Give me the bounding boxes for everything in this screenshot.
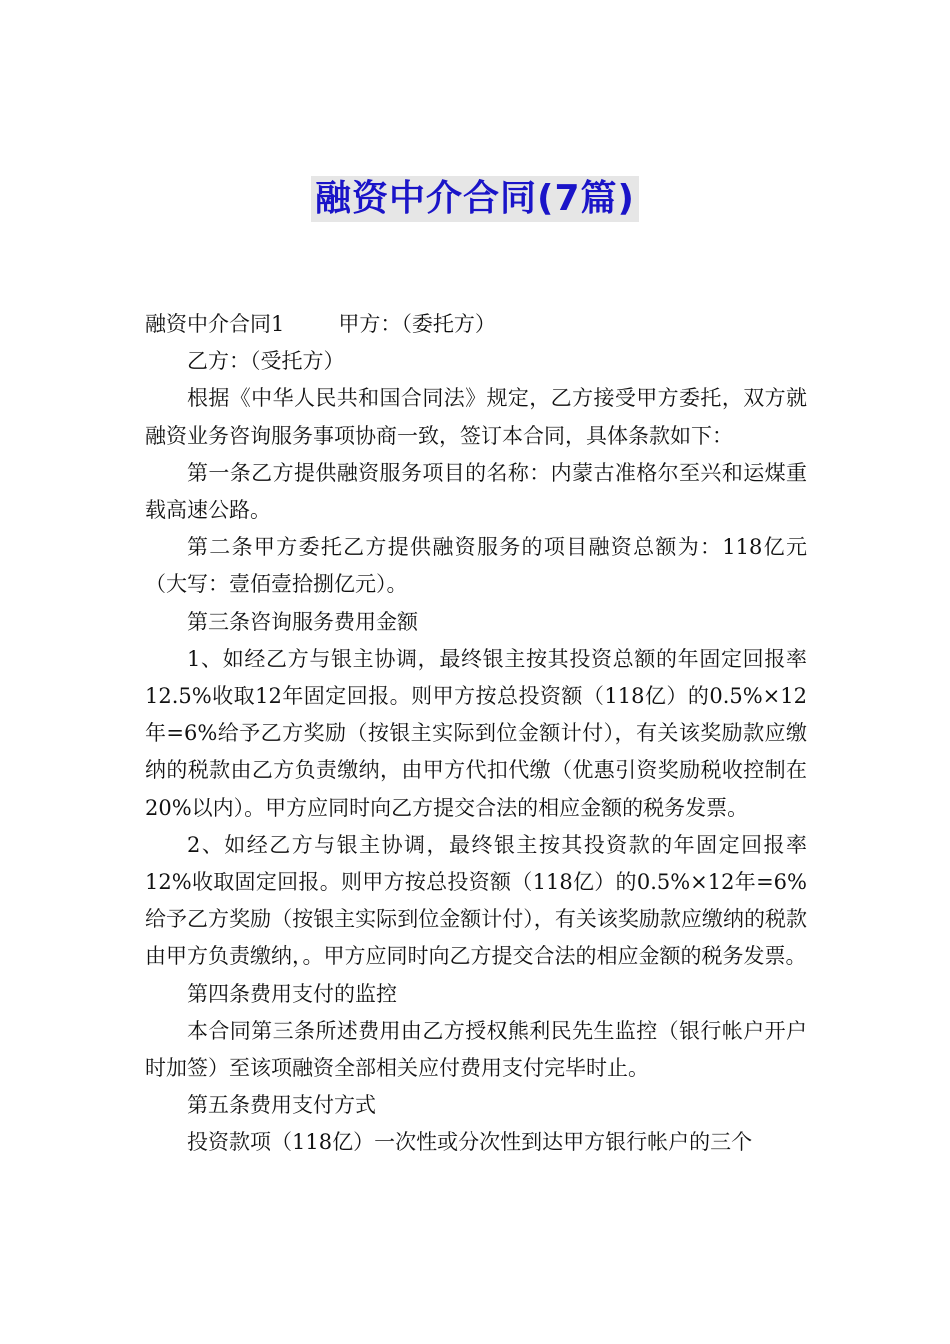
paragraph-article-5-body: 投资款项（118亿）一次性或分次性到达甲方银行帐户的三个 [187, 1130, 753, 1155]
first-line [145, 306, 807, 343]
paragraph-article-1: 第一条乙方提供融资服务项目的名称：内蒙古准格尔至兴和运煤重载高速公路。 [145, 460, 807, 523]
title-container [0, 176, 950, 222]
paragraph-article-3-item-2: 2、如经乙方与银主协调，最终银主按其投资款的年固定回报率12%收取固定回报。则甲方按总投资额（118亿）的0.5%×12年=6%给予乙方奖励（按银主实际到位金额计付），有关该奖励款应缴纳的税款由甲方负责缴纳，。甲方应同时向乙方提交合法的相应金额的税务发票。 [145, 832, 807, 969]
paragraph-article-3-item-1: 1、如经乙方与银主协调，最终银主按其投资总额的年固定回报率12.5%收取12年固定回报。则甲方按总投资额（118亿）的0.5%×12年=6%给予乙方奖励（按银主实际到位金额计付），有关该奖励款应缴纳的税款由乙方负责缴纳，由甲方代扣代缴（优惠引资奖励税收控制在20%以内）。甲方应同时向乙方提交合法的相应金额的税务发票。 [145, 646, 807, 820]
paragraph-party-b: 乙方：（受托方） [187, 349, 345, 374]
paragraph-article-5-heading: 第五条费用支付方式 [187, 1093, 376, 1118]
party-a-line: 甲方：（委托方） [338, 312, 496, 336]
document-title: 融资中介合同(7篇) [311, 176, 639, 222]
paragraph-article-4-body: 本合同第三条所述费用由乙方授权熊利民先生监控（银行帐户开户时加签）至该项融资全部相关应付费用支付完毕时止。 [145, 1018, 807, 1081]
paragraph-article-3-heading: 第三条咨询服务费用金额 [187, 609, 418, 634]
document-body [145, 306, 807, 1162]
paragraph-article-2: 第二条甲方委托乙方提供融资服务的项目融资总额为：118亿元（大写：壹佰壹拾捌亿元）。 [145, 535, 807, 597]
contract-heading: 融资中介合同1 [145, 312, 285, 336]
paragraph-article-4-heading: 第四条费用支付的监控 [187, 981, 397, 1006]
paragraph-preamble: 根据《中华人民共和国合同法》规定，乙方接受甲方委托，双方就融资业务咨询服务事项协商一致，签订本合同，具体条款如下： [145, 386, 807, 448]
